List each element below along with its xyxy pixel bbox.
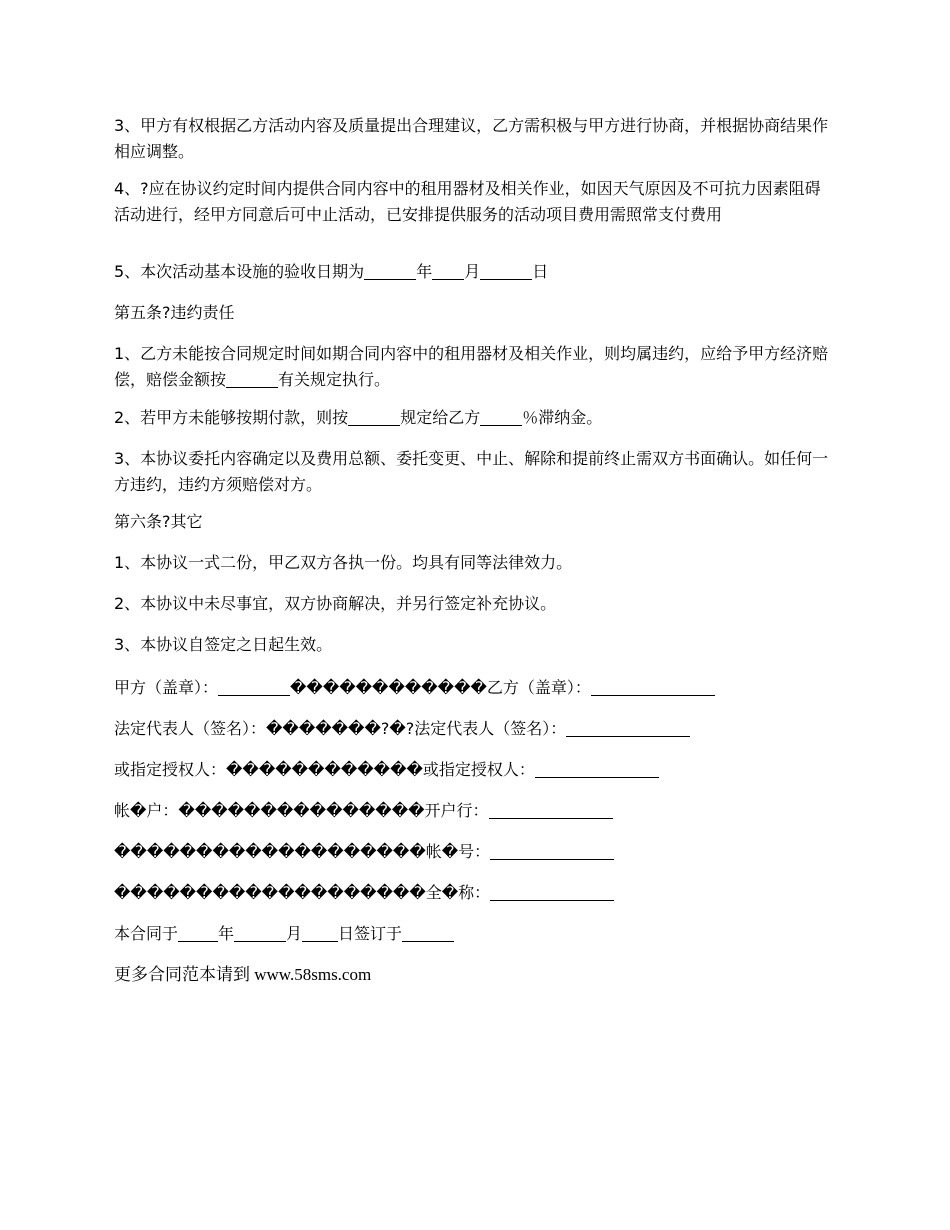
signing-date-line: 本合同于 年 月 日签订于 [114,921,836,947]
breach-clause-2: 2、若甲方未能够按期付款，则按 规定给乙方 ％滞纳金。 [114,408,603,427]
signature-authorized: 或指定授权人：������������或指定授权人： [114,757,836,783]
blank-authorized [535,759,659,778]
clause-5-acceptance-date: 5、本次活动基本设施的验收日期为 年 月 日 [114,262,549,281]
blank-full-name [490,882,614,901]
other-clause-2: 2、本协议中未尽事宜，双方协商解决，并另行签定补充协议。 [114,594,557,613]
article-6-heading: 第六条?其它 [114,512,203,531]
blank-rule [348,407,400,426]
clause-3-suggestions: 3、甲方有权根据乙方活动内容及质量提出合理建议，乙方需积极与甲方进行协商，并根据协商结果作相应调整。 [114,116,829,161]
breach-clause-3: 3、本协议委托内容确定以及费用总额、委托变更、中止、解除和提前终止需双方书面确认。如任何一方违约，违约方须赔偿对方。 [114,449,829,494]
other-clause-1: 1、本协议一式二份，甲乙双方各执一份。均具有同等法律效力。 [114,553,573,572]
blank-regulation [226,369,278,388]
blank-sign-day [302,923,338,942]
breach-clause-1: 1、乙方未能按合同规定时间如期合同内容中的租用器材及相关作业，则均属违约，应给予甲方经济赔偿，赔偿金额按 有关规定执行。 [114,344,829,389]
blank-day [480,261,532,280]
clause-4-equipment: 4、?应在协议约定时间内提供合同内容中的租用器材及相关作业，如因天气原因及不可抗力因素阻碍活动进行，经甲方同意后可中止活动，已安排提供服务的活动项目费用需照常支付费用 [114,179,821,224]
blank-month [432,261,464,280]
blank-party-a-seal [218,677,290,696]
blank-sign-year [178,923,218,942]
blank-sign-month [234,923,286,942]
signature-account-number: �������������������帐�号： [114,839,836,865]
signature-party-seal: 甲方（盖章）： ������������乙方（盖章）： [114,675,836,701]
signature-account-holder: 帐�户：���������������开户行： [114,798,836,824]
article-5-heading: 第五条?违约责任 [114,303,235,322]
blank-legal-rep [566,718,690,737]
signature-full-name: �������������������全�称： [114,880,836,906]
blank-party-b-seal [591,677,715,696]
blank-year [364,261,416,280]
blank-sign-place [402,923,454,942]
signature-legal-rep: 法定代表人（签名）：�������?�?法定代表人（签名）： [114,716,836,742]
footer-more-templates: 更多合同范本请到 www.58sms.com [114,965,372,984]
other-clause-3: 3、本协议自签定之日起生效。 [114,635,333,654]
blank-account-number [490,841,614,860]
blank-bank [489,800,613,819]
blank-percent [480,407,522,426]
